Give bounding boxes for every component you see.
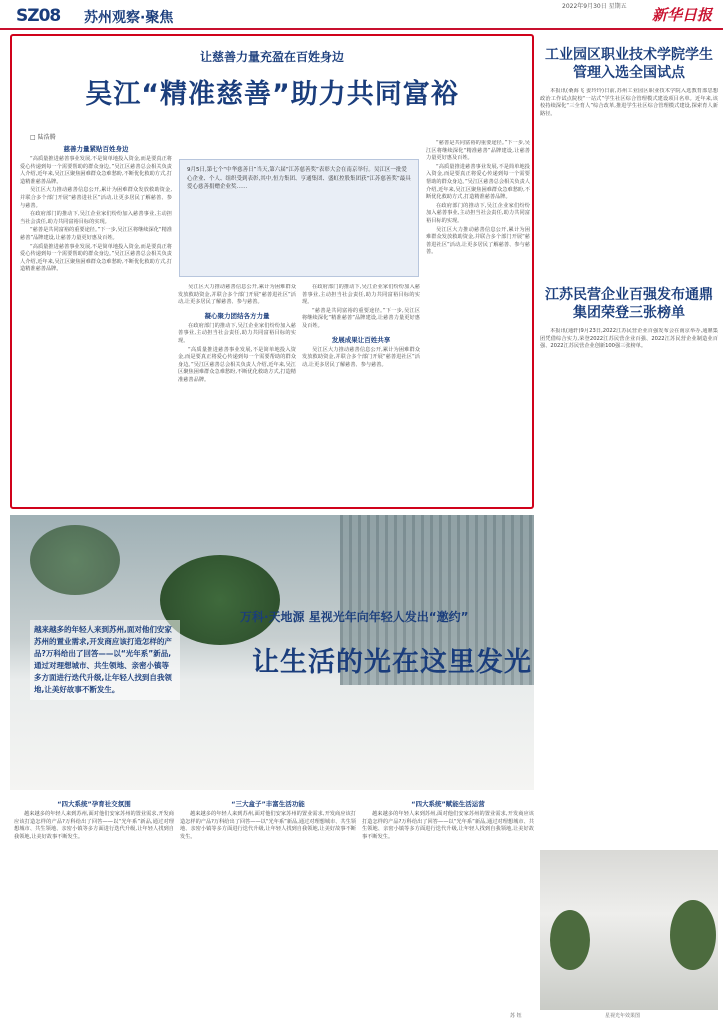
article-column-3 [302,284,420,500]
sidebar-story-2-text: 本报讯(通轩)9月23日,2022江苏民营企业百强发布会在南京举办,通鼎集团凭借综合实力,荣登2022江苏民营企业百强、2022江苏民营企业制造业百强、2022江苏民营企业创新100强三张榜单。 [540,328,718,350]
highlighted-article [10,34,534,509]
tree-foliage [670,900,716,970]
column-text: 越来越多的年轻人来到苏州,面对他们安家苏州的置业需求,开发商应该打造怎样的产品?万科给出了回答——以“光年系”新品,通过对理想城市、共生领地、亲密小镇等多方面进行迭代升级,让年轻人找到自我领地,让美好故事不断发生。 [180,811,356,840]
photo-caption: 星视光年效果图 [605,1013,641,1019]
column-text: “慈善是共同富裕的重要途径。”下一步,吴江区将继续深化“精准慈善”品牌建设,让慈善力量更好惠及百姓。 [426,140,530,162]
section-title: 苏州观察·聚焦 [84,10,174,26]
article-lede: 9月5日,第七个“中华慈善日”当天,第六届“江苏慈善奖”表彰大会在南京举行。吴江区一批爱心企业、个人、组织受到表彰,其中,恒力集团、亨通集团、盛虹控股集团获“江苏慈善奖”最具爱心慈善捐赠企业奖…… [179,159,419,277]
sidebar-story-1-title: 工业园区职业技术学院学生管理入选全国试点 [545,47,713,81]
column-text: 吴江区大力推动慈善信息公开,累计为困难群众发放救助资金,并联合多个部门开展“慈善进社区”活动,让更多居民了解慈善、参与慈善。 [20,187,172,209]
column-text: 吴江区大力推动慈善信息公开,累计为困难群众发放救助资金,并联合多个部门开展“慈善进社区”活动,让更多居民了解慈善、参与慈善。 [178,284,296,306]
column-text: 在政府部门的推动下,吴江企业家们纷纷加入慈善事业,主动担当社会责任,助力共同富裕目标的实现。 [20,211,172,225]
article-kicker: 让慈善力量充盈在百姓身边 [199,50,344,64]
article-column-2 [178,284,296,500]
column-text: “慈善是共同富裕的重要途径。”下一步,吴江区将继续深化“精准慈善”品牌建设,让慈善力量更好惠及百姓。 [302,307,420,329]
page-number: SZ08 [16,6,61,26]
article-byline: □ 陆浩腾 [30,134,56,141]
column-text: 越来越多的年轻人来到苏州,面对他们安家苏州的置业需求,开发商应该打造怎样的产品?万科给出了回答——以“光年系”新品,通过对理想城市、共生领地、亲密小镇等多方面进行迭代升级,让年轻人找到自我领地,让美好故事不断发生。 [14,811,174,840]
feature-column-3 [362,795,534,1010]
column-text: 吴江区大力推动慈善信息公开,累计为困难群众发放救助资金,并联合多个部门开展“慈善进社区”活动,让更多居民了解慈善、参与慈善。 [426,226,530,256]
column-text: 在政府部门的推动下,吴江企业家们纷纷加入慈善事业,主动担当社会责任,助力共同富裕目标的实现。 [178,322,296,344]
sidebar [540,34,718,578]
subhead-2: 凝心聚力团结各方力量 [204,311,270,320]
feature-column-1 [14,795,174,1020]
column-text: “高质量推进慈善事业发展,不是简单地投入资金,而是要真正将爱心传递到每一个需要帮助的群众身边。”吴江区慈善总会相关负责人介绍,近年来,吴江区聚焦困难群众急难愁盼,不断优化救助方式,打造精准慈善品牌。 [178,346,296,383]
feature-section-1: “四大系统”孕育社交氛围 [57,800,131,808]
feature-section-3: “四大系统”赋能生活运营 [411,800,485,808]
sidebar-story-2-title: 江苏民营企业百强发布通鼎集团荣登三张榜单 [545,287,713,321]
masthead-logo: 新华日报 [652,6,713,24]
sidebar-photo [540,850,718,1010]
article-column-1 [20,140,172,500]
feature-kicker: 万科·天地源 星视光年向年轻人发出“邀约” [240,610,469,624]
column-text: 吴江区大力推动慈善信息公开,累计为困难群众发放救助资金,并联合多个部门开展“慈善进社区”活动,让更多居民了解慈善、参与慈善。 [302,346,420,368]
sidebar-story-1-text: 本报讯(桑海飞 姜玲玲)日前,苏州工业园区职业技术学院入选教育部思想政治工作试点院校“一站式”学生社区综合管理模式建设项目名单。近年来,该校持续深化“三全育人”综合改革,推进学生社区综合管理模式建设,探索育人新路径。 [540,88,718,117]
column-text: 在政府部门的推动下,吴江企业家们纷纷加入慈善事业,主动担当社会责任,助力共同富裕目标的实现。 [302,284,420,306]
feature-section-2: “三大盒子”丰富生活功能 [231,800,305,808]
feature-headline: 让生活的光在这里发光 [252,647,532,678]
column-text: 越来越多的年轻人来到苏州,面对他们安家苏州的置业需求,开发商应该打造怎样的产品?万科给出了回答——以“光年系”新品,通过对理想城市、共生领地、亲密小镇等多方面进行迭代升级,让年轻人找到自我领地,让美好故事不断发生。 [362,811,534,840]
column-text: “慈善是共同富裕的重要途径。”下一步,吴江区将继续深化“精准慈善”品牌建设,让慈善力量更好惠及百姓。 [20,227,172,241]
subhead-1: 慈善力量紧贴百姓身边 [63,145,129,153]
feature-pull-quote: 越来越多的年轻人来到苏州,面对他们安家苏州的置业需求,开发商应该打造怎样的产品?万科给出了回答——以“光年系”新品,通过对理想城市、共生领地、亲密小镇等多方面进行迭代升级,让年轻人找到自我领地,让美好故事不断发生。 [30,620,180,700]
tree-foliage [30,525,120,595]
article-column-4 [426,140,530,500]
column-text: “高质量推进慈善事业发展,不是简单地投入资金,而是要真正将爱心传递到每一个需要帮助的群众身边。”吴江区慈善总会相关负责人介绍,近年来,吴江区聚焦困难群众急难愁盼,不断优化救助方式,打造精准慈善品牌。 [20,156,172,185]
feature-author: 苏 钰 [510,1013,522,1019]
column-text: “高质量推进慈善事业发展,不是简单地投入资金,而是要真正将爱心传递到每一个需要帮助的群众身边。”吴江区慈善总会相关负责人介绍,近年来,吴江区聚焦困难群众急难愁盼,不断优化救助方式,打造精准慈善品牌。 [426,163,530,201]
article-headline: 吴江“精准慈善”助力共同富裕 [85,79,459,110]
subhead-3: 发展成果让百姓共享 [331,335,391,344]
column-text: “高质量推进慈善事业发展,不是简单地投入资金,而是要真正将爱心传递到每一个需要帮助的群众身边。”吴江区慈善总会相关负责人介绍,近年来,吴江区聚焦困难群众急难愁盼,不断优化救助方式,打造精准慈善品牌。 [20,243,172,273]
page-header [0,0,723,30]
feature-column-2 [180,795,356,1020]
column-text: 在政府部门的推动下,吴江企业家们纷纷加入慈善事业,主动担当社会责任,助力共同富裕目标的实现。 [426,202,530,224]
tree-foliage [550,910,590,970]
issue-date: 2022年9月30日 星期五 [562,3,627,10]
